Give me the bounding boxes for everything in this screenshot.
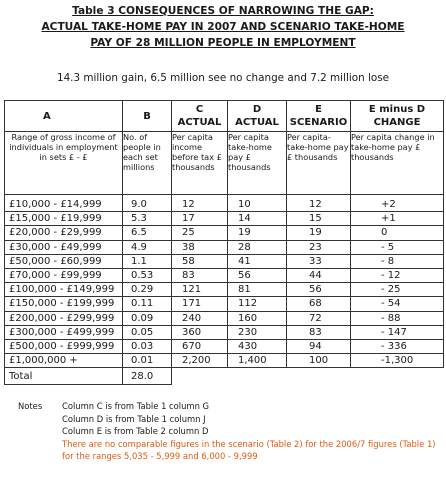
table-row — [5, 339, 444, 353]
table-row — [5, 325, 444, 339]
table-row — [5, 226, 444, 240]
actual-takehome-cell: 10 — [228, 195, 287, 212]
change-cell: +2 — [351, 195, 444, 212]
desc-col-change: Per capita change in take-home pay £ thousands — [351, 132, 444, 195]
note-orange-line-2: for the ranges 5,035 - 5,999 and 6,000 - 9,999 — [62, 451, 258, 461]
actual-takehome-cell: 56 — [228, 268, 287, 282]
change-cell: - 147 — [351, 325, 444, 339]
people-cell: 0.29 — [123, 283, 172, 297]
change-cell: - 8 — [351, 254, 444, 268]
actual-takehome-cell: 160 — [228, 311, 287, 325]
total-people: 28.0 — [123, 368, 172, 385]
change-cell: - 54 — [351, 297, 444, 311]
range-cell: £500,000 - £999,999 — [5, 339, 123, 353]
scenario-takehome-cell: 15 — [287, 212, 351, 226]
range-cell: £30,000 - £49,999 — [5, 240, 123, 254]
table-title — [0, 3, 446, 51]
change-cell: - 88 — [351, 311, 444, 325]
range-cell: £20,000 - £29,999 — [5, 226, 123, 240]
notes-label: Notes — [18, 401, 43, 411]
change-cell: +1 — [351, 212, 444, 226]
actual-income-cell: 240 — [172, 311, 228, 325]
header-col-e: E SCENARIO — [287, 101, 351, 132]
actual-takehome-cell: 81 — [228, 283, 287, 297]
people-cell: 0.01 — [123, 354, 172, 368]
range-cell: £150,000 - £199,999 — [5, 297, 123, 311]
people-cell: 0.53 — [123, 268, 172, 282]
range-cell: £200,000 - £299,999 — [5, 311, 123, 325]
scenario-takehome-cell: 12 — [287, 195, 351, 212]
actual-takehome-cell: 1,400 — [228, 354, 287, 368]
people-cell: 0.11 — [123, 297, 172, 311]
actual-income-cell: 2,200 — [172, 354, 228, 368]
scenario-takehome-cell: 44 — [287, 268, 351, 282]
scenario-takehome-cell: 56 — [287, 283, 351, 297]
range-cell: £15,000 - £19,999 — [5, 212, 123, 226]
header-col-d: D ACTUAL — [228, 101, 287, 132]
people-cell: 9.0 — [123, 195, 172, 212]
header-desc-row — [5, 132, 444, 195]
table-row — [5, 311, 444, 325]
total-row — [5, 368, 444, 385]
scenario-takehome-cell: 100 — [287, 354, 351, 368]
actual-takehome-cell: 28 — [228, 240, 287, 254]
actual-income-cell: 670 — [172, 339, 228, 353]
actual-income-cell: 121 — [172, 283, 228, 297]
summary-subtitle: 14.3 million gain, 6.5 million see no change and 7.2 million lose — [56, 72, 390, 84]
actual-takehome-cell: 112 — [228, 297, 287, 311]
note-line-3: Column E is from Table 2 column D — [62, 426, 209, 436]
change-cell: 0 — [351, 226, 444, 240]
actual-takehome-cell: 19 — [228, 226, 287, 240]
scenario-takehome-cell: 94 — [287, 339, 351, 353]
range-cell: £10,000 - £14,999 — [5, 195, 123, 212]
title-line-2: ACTUAL TAKE-HOME PAY IN 2007 AND SCENARIO TAKE-HOME — [41, 21, 405, 33]
table-row — [5, 283, 444, 297]
note-line-1: Column C is from Table 1 column G — [62, 401, 210, 411]
desc-col-e: Per capita-take-home pay £ thousands — [287, 132, 351, 195]
actual-income-cell: 360 — [172, 325, 228, 339]
scenario-takehome-cell: 83 — [287, 325, 351, 339]
actual-income-cell: 25 — [172, 226, 228, 240]
actual-takehome-cell: 41 — [228, 254, 287, 268]
header-col-b: B — [123, 101, 172, 132]
note-orange-line-1: There are no comparable figures in the scenario (Table 2) for the 2006/7 figures (Table 1) — [62, 438, 436, 449]
header-col-a: A — [5, 101, 123, 132]
desc-col-d: Per capita take-home pay £ thousands — [228, 132, 287, 195]
table-row — [5, 195, 444, 212]
header-col-c: C ACTUAL — [172, 101, 228, 132]
actual-income-cell: 12 — [172, 195, 228, 212]
change-cell: - 336 — [351, 339, 444, 353]
change-cell: - 25 — [351, 283, 444, 297]
people-cell: 6.5 — [123, 226, 172, 240]
range-cell: £70,000 - £99,999 — [5, 268, 123, 282]
people-cell: 0.09 — [123, 311, 172, 325]
desc-col-c: Per capita income before tax £ thousands — [172, 132, 228, 195]
note-line-2: Column D is from Table 1 column J — [62, 413, 206, 424]
range-cell: £300,000 - £499,999 — [5, 325, 123, 339]
actual-income-cell: 58 — [172, 254, 228, 268]
actual-income-cell: 83 — [172, 268, 228, 282]
actual-income-cell: 17 — [172, 212, 228, 226]
header-col-change: E minus D CHANGE — [351, 101, 444, 132]
people-cell: 0.03 — [123, 339, 172, 353]
range-cell: £1,000,000 + — [5, 354, 123, 368]
title-line-3: PAY OF 28 MILLION PEOPLE IN EMPLOYMENT — [90, 37, 356, 49]
pay-table — [4, 100, 444, 385]
people-cell: 4.9 — [123, 240, 172, 254]
scenario-takehome-cell: 33 — [287, 254, 351, 268]
scenario-takehome-cell: 68 — [287, 297, 351, 311]
people-cell: 0.05 — [123, 325, 172, 339]
total-label: Total — [5, 368, 123, 385]
range-cell: £50,000 - £60,999 — [5, 254, 123, 268]
scenario-takehome-cell: 23 — [287, 240, 351, 254]
desc-col-b: No. of people in each set millions — [123, 132, 172, 195]
people-cell: 5.3 — [123, 212, 172, 226]
table-row — [5, 297, 444, 311]
table-row — [5, 354, 444, 368]
scenario-takehome-cell: 19 — [287, 226, 351, 240]
header-letters-row — [5, 101, 444, 132]
title-line-1: Table 3 CONSEQUENCES OF NARROWING THE GAP: — [72, 5, 374, 17]
actual-takehome-cell: 14 — [228, 212, 287, 226]
table-row — [5, 212, 444, 226]
range-cell: £100,000 - £149,999 — [5, 283, 123, 297]
change-cell: - 12 — [351, 268, 444, 282]
table-row — [5, 240, 444, 254]
change-cell: - 5 — [351, 240, 444, 254]
scenario-takehome-cell: 72 — [287, 311, 351, 325]
table-row — [5, 268, 444, 282]
table-row — [5, 254, 444, 268]
actual-income-cell: 171 — [172, 297, 228, 311]
change-cell: -1,300 — [351, 354, 444, 368]
actual-income-cell: 38 — [172, 240, 228, 254]
people-cell: 1.1 — [123, 254, 172, 268]
desc-col-a: Range of gross income of individuals in employment in sets £ - £ — [5, 132, 123, 195]
actual-takehome-cell: 430 — [228, 339, 287, 353]
actual-takehome-cell: 230 — [228, 325, 287, 339]
